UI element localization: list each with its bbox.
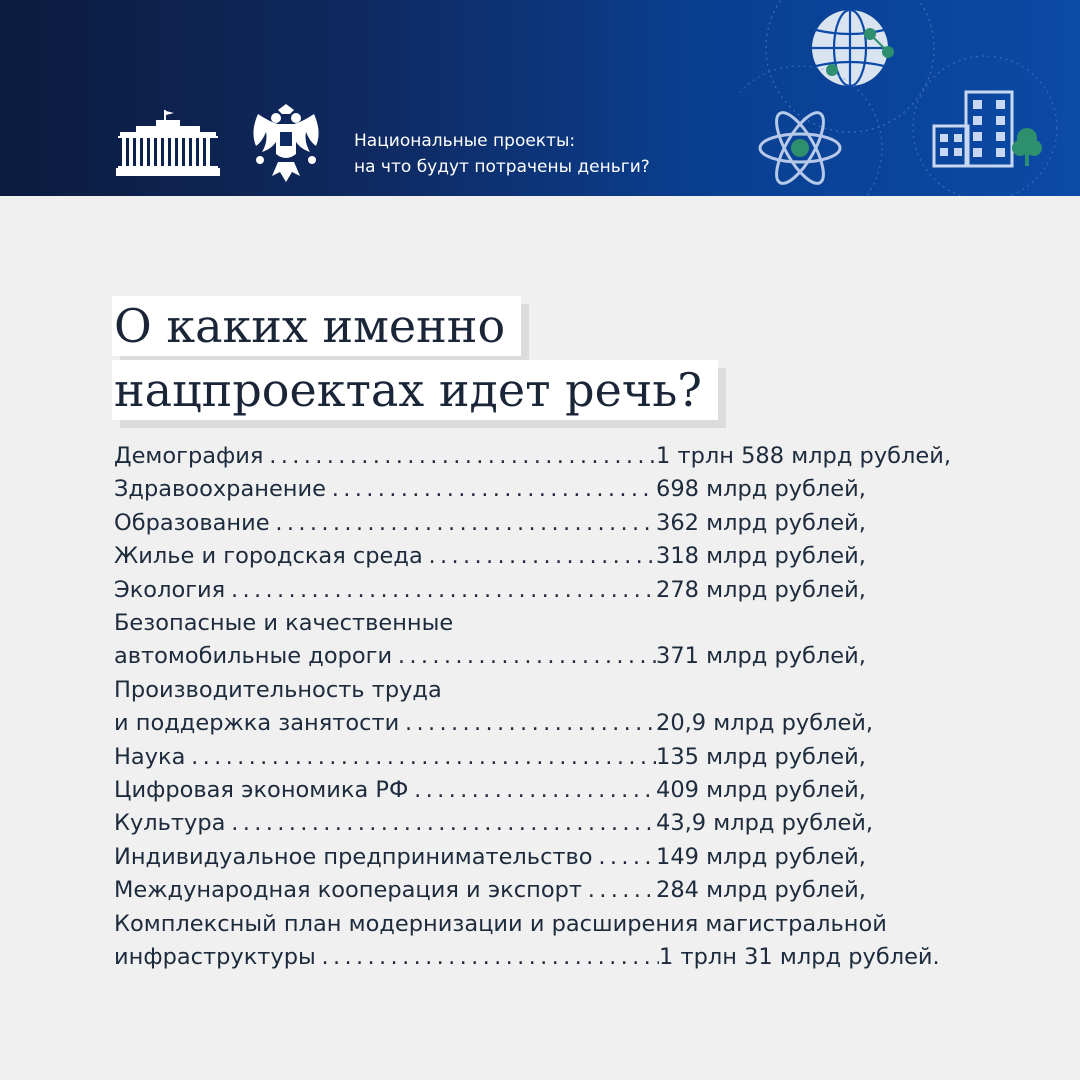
header-line-1: Национальные проекты: — [354, 131, 576, 151]
project-budget: 698 млрд рублей, — [656, 476, 866, 503]
title-line-2: нацпроектах идет речь? — [112, 360, 718, 420]
project-budget: 1 трлн 588 млрд рублей, — [656, 443, 952, 469]
project-budget: 371 млрд рублей, — [656, 643, 866, 670]
project-name: Жилье и городская среда . . . — [114, 540, 656, 573]
list-item — [114, 807, 1014, 840]
list-item — [114, 540, 1014, 573]
project-name: Индивидуальное предпринимательство . . . — [114, 841, 656, 874]
list-item — [114, 774, 1014, 807]
list-item — [114, 574, 1014, 607]
duma-building-icon — [116, 110, 220, 176]
project-budget: 362 млрд рублей, — [656, 509, 866, 536]
project-name: и поддержка занятости . . . — [114, 707, 656, 740]
project-budget: 149 млрд рублей, — [656, 843, 866, 870]
project-budget: 278 млрд рублей, — [656, 576, 866, 603]
project-name: инфраструктуры . . . — [114, 941, 659, 974]
project-name-first-line: Производительность труда — [114, 676, 442, 703]
list-item — [114, 640, 1014, 673]
tree-icon — [1012, 128, 1042, 166]
project-budget: 409 млрд рублей, — [656, 777, 866, 804]
project-budget: 1 трлн 31 млрд рублей. — [659, 944, 940, 971]
list-item — [114, 473, 1014, 506]
project-budget: 20,9 млрд рублей, — [656, 710, 874, 737]
project-budget: 135 млрд рублей, — [656, 743, 866, 770]
project-name: Культура . . . — [114, 807, 656, 840]
list-item-continued — [114, 908, 1014, 941]
list-item — [114, 440, 1014, 473]
header-caption — [354, 128, 650, 180]
header-decoration — [740, 0, 1080, 196]
list-item — [114, 941, 1014, 974]
project-name-first-line: Безопасные и качественные — [114, 610, 454, 637]
header-line-2: на что будут потрачены деньги? — [354, 157, 650, 177]
list-item — [114, 841, 1014, 874]
list-item — [114, 741, 1014, 774]
project-budget: 43,9 млрд рублей, — [656, 810, 874, 837]
project-name: Образование . . . — [114, 507, 656, 540]
list-item — [114, 707, 1014, 740]
list-item-continued — [114, 674, 1014, 707]
project-name: Экология . . . — [114, 574, 656, 607]
project-name: Здравоохранение . . . — [114, 473, 656, 506]
project-budget: 318 млрд рублей, — [656, 543, 866, 570]
coat-of-arms-icon — [248, 102, 324, 184]
title-line-1: О каких именно — [112, 296, 521, 356]
project-name: автомобильные дороги . . . — [114, 640, 656, 673]
project-name-first-line: Комплексный план модернизации и расширения магистральной — [114, 910, 887, 937]
project-name: Демография . . . — [114, 440, 656, 473]
list-item — [114, 507, 1014, 540]
project-budget: 284 млрд рублей, — [656, 877, 866, 904]
project-name: Наука . . . — [114, 741, 656, 774]
list-item-continued — [114, 607, 1014, 640]
project-name: Цифровая экономика РФ . . . — [114, 774, 656, 807]
list-item — [114, 874, 1014, 907]
header-banner — [0, 0, 1080, 196]
globe-icon — [766, 0, 934, 132]
city-buildings-icon — [913, 56, 1057, 196]
project-name: Международная кооперация и экспорт . . . — [114, 874, 656, 907]
projects-list — [114, 440, 1014, 975]
page-title — [112, 296, 718, 420]
